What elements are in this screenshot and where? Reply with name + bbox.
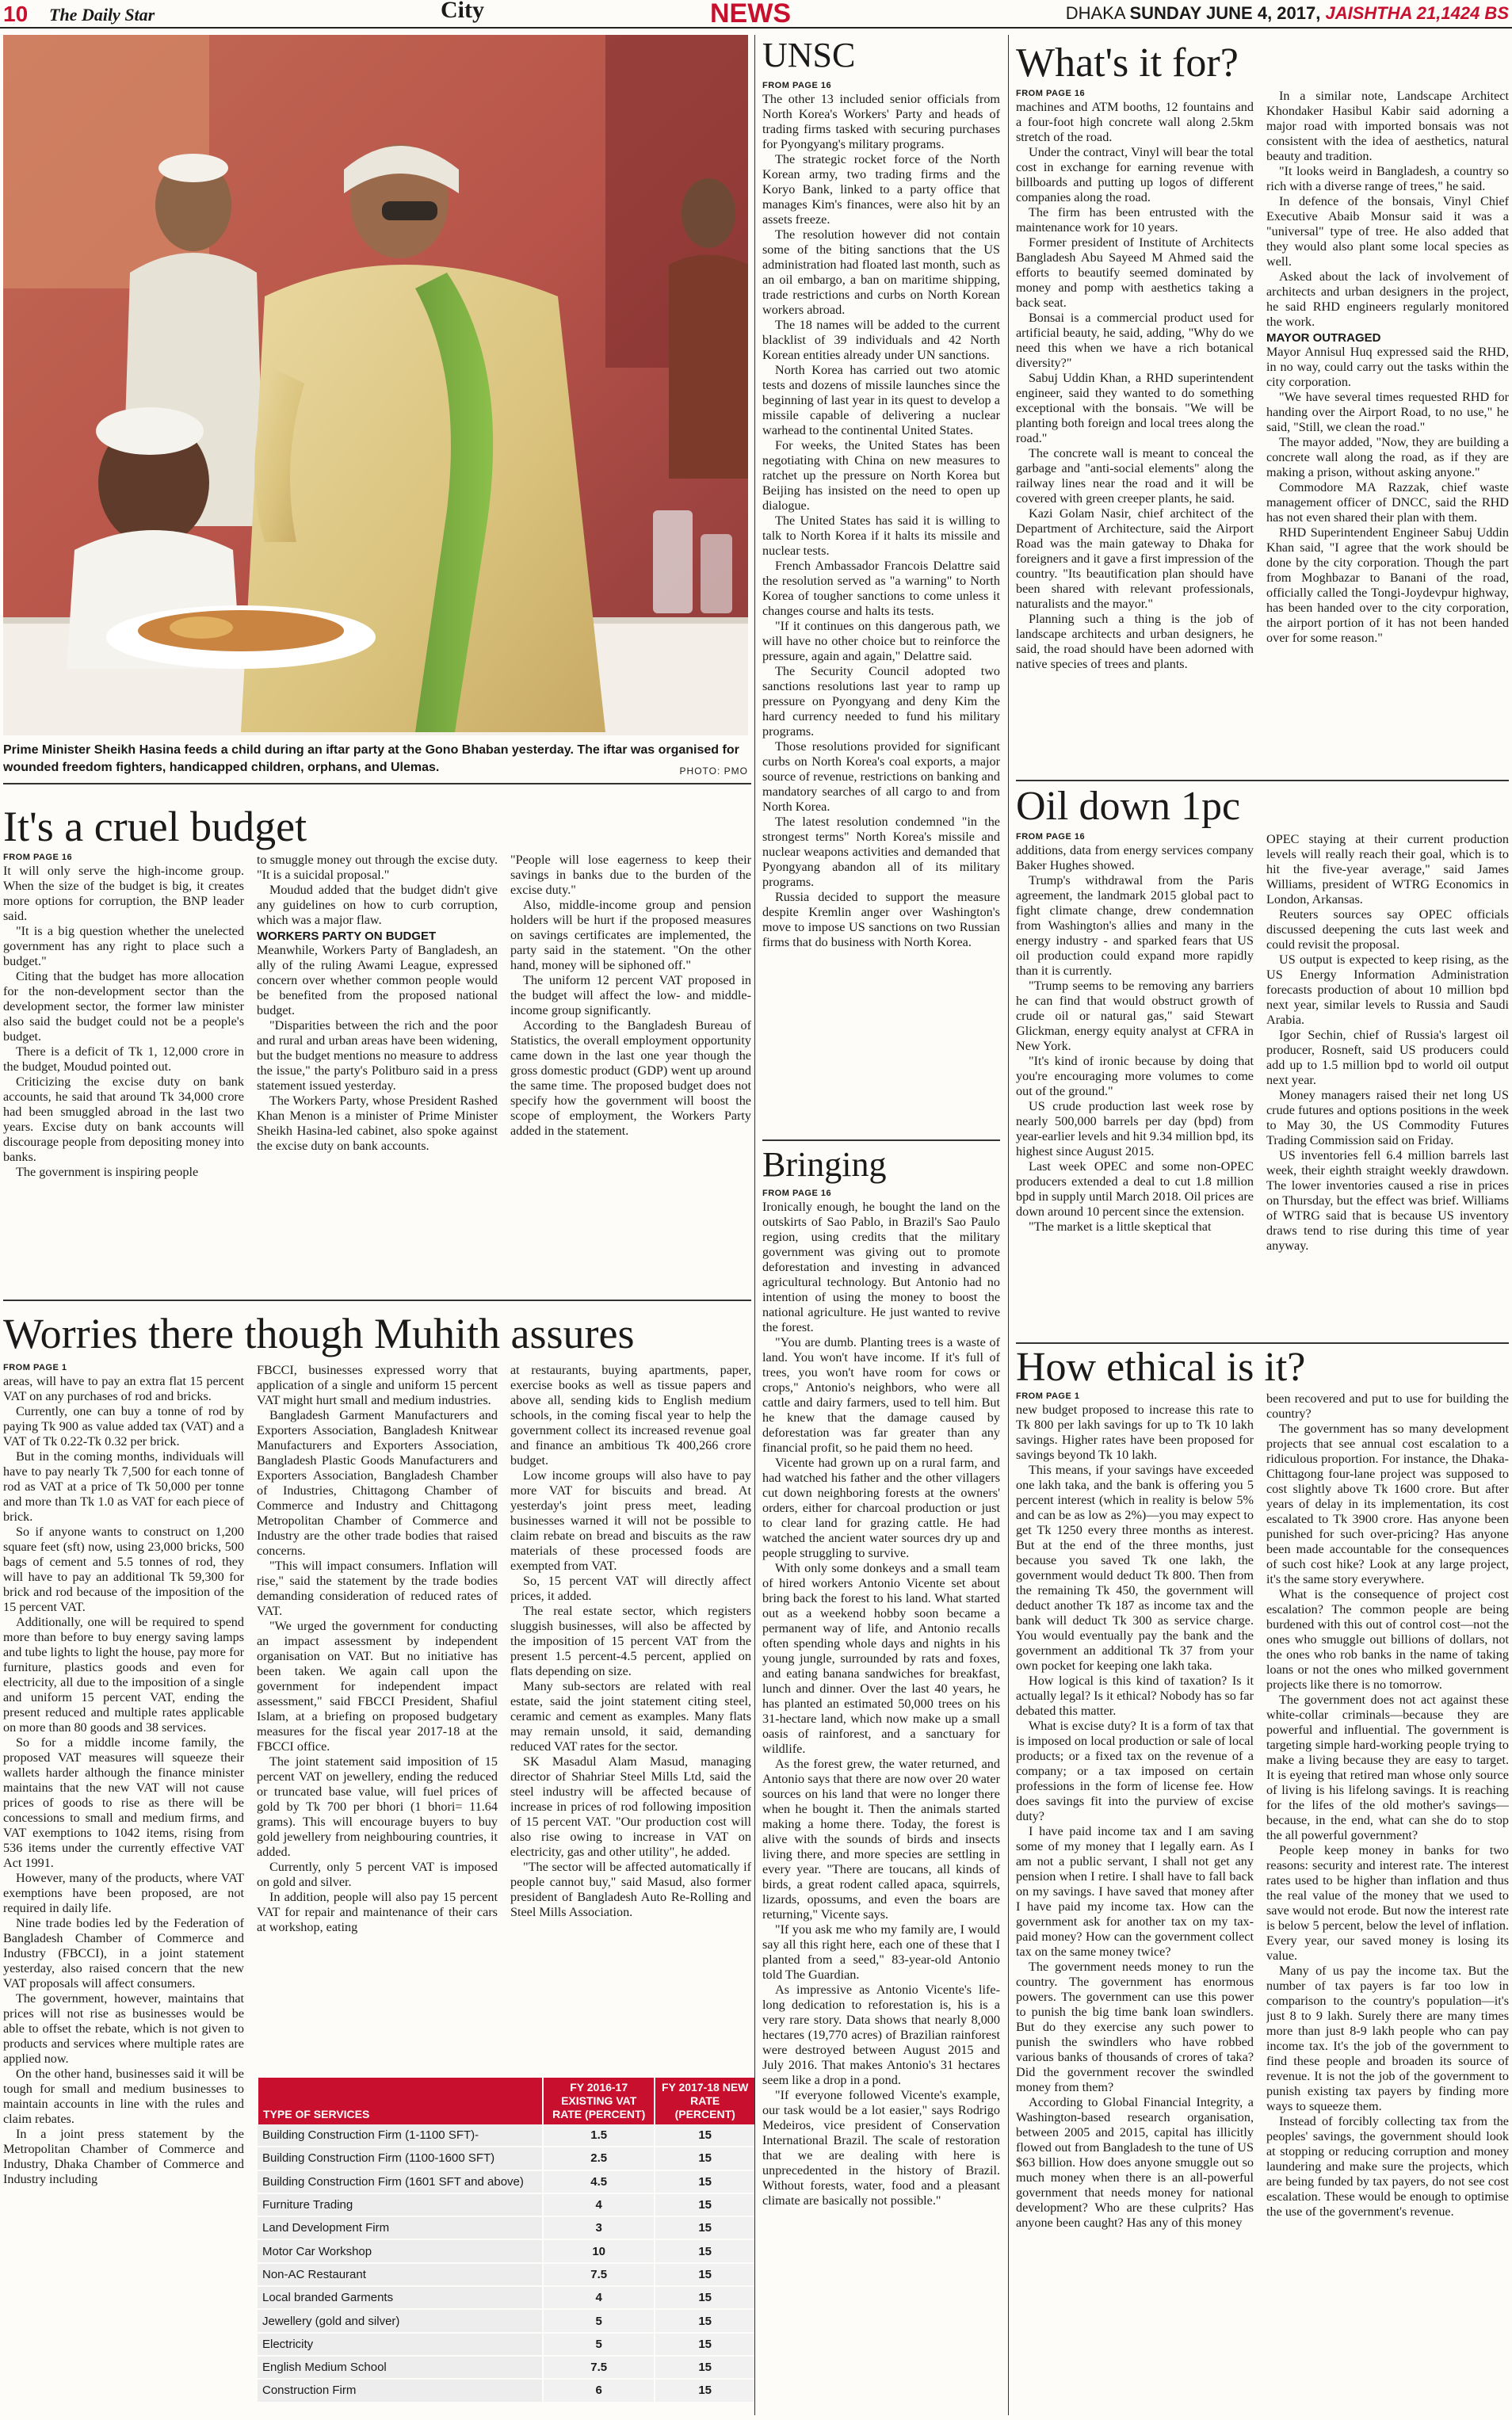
paragraph: The other 13 included senior officials from North Korea's Workers' Party and heads of trading firms tasked with securing purchases for Pyongyang's military programs. — [762, 92, 1000, 151]
article-cruel-budget-col3 — [510, 853, 751, 1296]
article-muhith-col2 — [257, 1363, 498, 2073]
paragraph: North Korea has carried out two atomic tests and dozens of missile launches since the beginning of last year in its quest to develop a missile capable of delivering a nuclear warhead to the continental United States. — [762, 363, 1000, 437]
paragraph: Under the contract, Vinyl will bear the total cost in exchange for earning revenue with billboards and putting up logos of different companies along the road. — [1016, 145, 1254, 204]
paragraph: Many of us pay the income tax. But the number of tax payers is far too low in comparison to the country's population—it's just 8 to 9 lakh. Surely there are many times more than just 8-9 lakh people who can pay income tax. It's the job of the government to find these people and broaden its source of revenue. It is not the job of the government to punish existing tax payers by finding more ways to squeeze them. — [1266, 1964, 1509, 2113]
existing-rate-cell: 5 — [543, 2309, 655, 2332]
header-service: TYPE OF SERVICES — [258, 2078, 543, 2124]
paragraph: It will only serve the high-income group. When the size of the budget is big, it creates more options for corruption, the BNP leader said. — [3, 864, 244, 923]
table-row — [258, 2170, 754, 2193]
paragraph: However, many of the products, where VAT exemptions have been proposed, are not required in daily life. — [3, 1871, 244, 1915]
paragraph: Former president of Institute of Architects Bangladesh Abu Sayeed M Ahmed said the efforts to beautify seemed dominated by money and pomp with aesthetics taking a back seat. — [1016, 235, 1254, 310]
headline-unsc: UNSC — [762, 36, 856, 74]
publication-date: SUNDAY JUNE 4, 2017, — [1129, 3, 1321, 23]
paragraph: The government needs money to run the country. The government has enormous powers. The government can use this power to punish the big time bank loan swindlers. But do they exercise any such power to punish the swindlers who have robbed various banks of thousands of crores of taka? Did the government recover the swindled money from them? — [1016, 1960, 1254, 2094]
headline-ethical: How ethical is it? — [1016, 1345, 1306, 1390]
existing-rate-cell: 3 — [543, 2216, 655, 2239]
paragraph: been recovered and put to use for building the country? — [1266, 1391, 1509, 1421]
category-label: NEWS — [710, 0, 791, 29]
article-unsc — [762, 81, 1000, 1133]
header-existing-rate: FY 2016-17 EXISTING VAT RATE (PERCENT) — [543, 2078, 655, 2124]
article-oil-col1 — [1016, 832, 1254, 1341]
paragraph: Bonsai is a commercial product used for artificial beauty, he said, adding, "Why do we need this when we have a rich botanical diversity?" — [1016, 311, 1254, 370]
paragraph: As the forest grew, the water returned, and Antonio says that there are now over 20 water sources on his land that were no longer there when he bought it. Then the animals started making a home there. Today, the forest is alive with the sounds of birds and insects living there, and more species are settling in every year. "There are toucans, all kinds of birds, a great rodent called apaca, squirrels, lizards, opossums, and even the boars are returning," Vicente says. — [762, 1757, 1000, 1922]
paragraph: "We have several times requested RHD for handing over the Airport Road, to no use," he said, "Still, we clean the road." — [1266, 390, 1509, 434]
article-cruel-budget-col1 — [3, 853, 244, 1296]
paragraph: machines and ATM booths, 12 fountains and a four-foot high concrete wall along 2.5km stretch of the road. — [1016, 100, 1254, 144]
paragraph: But in the coming months, individuals will have to pay nearly Tk 7,500 for each tonne of rod as VAT at a price of Tk 50,000 per tonne and more than Tk 1.0 as VAT for each piece of brick. — [3, 1449, 244, 1524]
table-row — [258, 2147, 754, 2170]
paragraph: The latest resolution condemned "in the strongest terms" North Korea's missile and nuclear weapons activities and demanded that Pyongyang abandon all of its military programs. — [762, 815, 1000, 889]
paragraph: US crude production last week rose by nearly 500,000 barrels per day (bpd) from year-earlier levels and hit 9.34 million bpd, its highest since August 2015. — [1016, 1099, 1254, 1158]
paragraph: "If it continues on this dangerous path, we will have no other choice but to reinforce the pressure, again and again," Delattre said. — [762, 619, 1000, 663]
new-rate-cell: 15 — [655, 2170, 754, 2193]
article-muhith-col1 — [3, 1363, 244, 2417]
paragraph: Bangladesh Garment Manufacturers and Exporters Association, Bangladesh Knitwear Manufacturers and Exporters Association, Bangladesh Plastic Goods Manufacturers and Exporters Association, Bangladesh Chamber of Industries, Chittagong Chamber of Commerce and Industry and Chittagong Metropolitan Chamber of Commerce and Industry are the other trade bodies that raised concerns. — [257, 1408, 498, 1558]
paragraph: Igor Sechin, chief of Russia's largest oil producer, Rosneft, said US producers could add up to 1.5 million bpd to world oil output next year. — [1266, 1028, 1509, 1087]
service-cell: Building Construction Firm (1601 SFT and above) — [258, 2170, 543, 2193]
column-divider — [1008, 35, 1009, 2415]
paragraph: Last week OPEC and some non-OPEC producers extended a deal to cut 1.8 million bpd in supply until March 2018. Oil prices are down around 10 percent since the extension. — [1016, 1159, 1254, 1219]
new-rate-cell: 15 — [655, 2379, 754, 2402]
paragraph: areas, will have to pay an extra flat 15 percent VAT on any purchases of rod and bricks. — [3, 1374, 244, 1403]
table-row — [258, 2193, 754, 2216]
existing-rate-cell: 4.5 — [543, 2170, 655, 2193]
existing-rate-cell: 10 — [543, 2239, 655, 2262]
new-rate-cell: 15 — [655, 2356, 754, 2379]
paragraph: "The sector will be affected automatically if people cannot buy," said Masud, also former president of Bangladesh Auto Re-Rolling and Steel Mills Association. — [510, 1860, 751, 1919]
existing-rate-cell: 7.5 — [543, 2356, 655, 2379]
paragraph: at restaurants, buying apartments, paper, exercise books as well as tissue papers and above all, sending kids to English medium schools, in the coming fiscal year to help the government collect its increased revenue goal and finance an ambitious Tk 400,266 crore budget. — [510, 1363, 751, 1468]
article-whats-it-for-col1 — [1016, 89, 1254, 778]
paragraph: "If you ask me who my family are, I would say all this right here, each one of these that I planted from a seed," 83-year-old Antonio told The Guardian. — [762, 1922, 1000, 1982]
paragraph: According to the Bangladesh Bureau of Statistics, the overall employment opportunity came down in the last one year though the gross domestic product (GDP) went up around the same time. The proposed budget does not specify how the government will boost the scope of employment, the Workers Party added in the statement. — [510, 1018, 751, 1138]
dateline-city: DHAKA — [1065, 3, 1125, 23]
new-rate-cell: 15 — [655, 2239, 754, 2262]
paragraph: The uniform 12 percent VAT proposed in the budget will affect the low- and middle- income group significantly. — [510, 973, 751, 1017]
paragraph: Money managers raised their net long US crude futures and options positions in the week to May 30, the US Commodity Futures Trading Commission said on Friday. — [1266, 1088, 1509, 1147]
service-cell: Motor Car Workshop — [258, 2239, 543, 2262]
headline-muhith: Worries there though Muhith assures — [3, 1310, 635, 1357]
table-row — [258, 2239, 754, 2262]
page-number: 10 — [3, 2, 29, 26]
paragraph: Low income groups will also have to pay more VAT for biscuits and bread. At yesterday's joint press meet, leading businesses warned it will not be possible to claim rebate on bread and biscuits as the raw materials of these processed foods are exempted from VAT. — [510, 1468, 751, 1573]
paragraph: The resolution however did not contain some of the biting sanctions that the US administration had floated last month, such as an oil embargo, a ban on maritime shipping, trade restrictions and curbs on North Korean workers abroad. — [762, 227, 1000, 317]
table-header-row — [258, 2078, 754, 2124]
paragraph: "If everyone followed Vicente's example, our task would be a lot easier," says Rodrigo Medeiros, vice president of Conservation International Brazil. The scale of restoration that we are dealing with here is unprecedented in the history of Brazil. Without forests, water, food and a pleasant climate are basically not possible." — [762, 2088, 1000, 2208]
paragraph: Nine trade bodies led by the Federation of Bangladesh Chamber of Commerce and Industry (FBCCI), in a joint statement yesterday, also raised concern that the new VAT proposals will affect consumers. — [3, 1916, 244, 1991]
new-rate-cell: 15 — [655, 2286, 754, 2309]
service-cell: Furniture Trading — [258, 2193, 543, 2216]
paragraph: Additionally, one will be required to spend more than before to buy energy saving lamps and tube lights to light the house, pay more for furniture, plastics goods and even for electricity, all due to the imposition of a single and uniform 15 percent VAT, ending the present reduced and multiple rates applicable on more than 80 goods and 38 services. — [3, 1615, 244, 1735]
paragraph: People keep money in banks for two reasons: security and interest rate. The interest rates used to be higher than inflation and thus the real value of the money that we used to save would not erode. But now the interest rate is below 5 percent, below the level of inflation. Every year, our saved money is losing its value. — [1266, 1843, 1509, 1963]
paragraph: As impressive as Antonio Vicente's life-long dedication to reforestation is, his is a very rare story. Data shows that nearly 8,000 hectares (19,770 acres) of Brazilian rainforest were destroyed between August 2015 and July 2016. That makes Antonio's 31 hectares seem like a drop in a pond. — [762, 1983, 1000, 2087]
paragraph: The government does not act against these white-collar criminals—because they are powerful and influential. The government is targeting simple hard-working people trying to make a living because they are easy to target. It is eyeing that retired man whose only source of living is his lifelong savings. It is reaching for the lifes of the old mother's savings—because, in the end, what can she do to stop the all powerful government? — [1266, 1693, 1509, 1842]
divider — [1016, 780, 1509, 781]
service-cell: Local branded Garments — [258, 2286, 543, 2309]
divider — [1016, 1342, 1509, 1344]
paragraph: What is the consequence of project cost escalation? The common people are being burdened with this out of control cost—not the ones who smuggle out billions of dollars, not the ones who rob banks in the name of taking loans or not the ones who milked government projects like there is no tomorrow. — [1266, 1587, 1509, 1692]
article-muhith-col3 — [510, 1363, 751, 2073]
photo-credit: PHOTO: PMO — [679, 765, 748, 777]
existing-rate-cell: 7.5 — [543, 2263, 655, 2286]
paragraph: Reuters sources say OPEC officials discussed deepening the cuts last week and could revisit the proposal. — [1266, 907, 1509, 952]
service-cell: Building Construction Firm (1100-1600 SFT) — [258, 2147, 543, 2170]
headline-bringing: Bringing — [762, 1145, 887, 1184]
paragraph: SK Masadul Alam Masud, managing director of Shahriar Steel Mills Ltd, said the steel industry will be affected because of increase in prices of rod following imposition of 15 percent VAT. "Our production cost will also rise owing to increase in VAT on electricity, gas and other utility", he added. — [510, 1754, 751, 1859]
headline-oil: Oil down 1pc — [1016, 784, 1241, 829]
subheading: WORKERS PARTY ON BUDGET — [257, 929, 437, 943]
paragraph: Moudud added that the budget didn't give any guidelines on how to curb corruption, which was a major flaw. — [257, 883, 498, 927]
new-rate-cell: 15 — [655, 2193, 754, 2216]
paragraph: Ironically enough, he bought the land on the outskirts of Sao Pablo, in Brazil's Sao Paulo region, using credits that the military government was giving out to promote deforestation and investing in advanced agricultural technology. But Antonio had no intention of using the money to boost the national agriculture. He just wanted to revive the forest. — [762, 1200, 1000, 1334]
paragraph: Russia decided to support the measure despite Kremlin anger over Washington's move to impose US sanctions on two Russian firms that do business with North Korea. — [762, 890, 1000, 949]
paragraph: Instead of forcibly collecting tax from the peoples' savings, the government should look at stopping or reducing corruption and money laundering and make sure the projects, which are being funded by tax payers, do not see cost escalation. These would be enough to optimise the use of the government's revenue. — [1266, 2114, 1509, 2219]
paragraph: The mayor added, "Now, they are building a concrete wall along the road, as if they are making a prison, without asking anyone." — [1266, 435, 1509, 479]
paragraph: "It looks weird in Bangladesh, a country so rich with a diverse range of trees," he said. — [1266, 164, 1509, 193]
paragraph: "Disparities between the rich and the poor and rural and urban areas have been widening, but the budget mentions no measure to address the issue," the party's Politburo said in a press statement issued yesterday. — [257, 1018, 498, 1093]
paragraph: On the other hand, businesses said it will be tough for small and medium businesses to maintain accounts in line with the rules and claim rebates. — [3, 2067, 244, 2126]
paragraph: Many sub-sectors are related with real estate, said the joint statement citing steel, ceramic and cement as examples. Many flats may remain unsold, it said, demanding reduced VAT rates for the sector. — [510, 1679, 751, 1754]
article-cruel-budget-col2 — [257, 853, 498, 1296]
article-ethical-col2 — [1266, 1391, 1509, 2417]
caption-text: Prime Minister Sheikh Hasina feeds a child during an iftar party at the Gono Bhaban yesterday. The iftar was organised for wounded freedom fighters, handicapped children, orphans, and Ulemas. — [3, 743, 739, 774]
paragraph: Meanwhile, Workers Party of Bangladesh, an ally of the ruling Awami League, expressed concern over whether common people would be benefited from the proposed national budget. — [257, 943, 498, 1017]
photo-caption — [3, 742, 748, 780]
paragraph: new budget proposed to increase this rate to Tk 800 per lakh savings for up to Tk 10 lakh savings. Higher rates have been proposed for savings beyond Tk 10 lakh. — [1016, 1403, 1254, 1462]
continued-from: FROM PAGE 1 — [3, 1363, 67, 1372]
paragraph: According to Global Financial Integrity, a Washington-based research organisation, between 2005 and 2015, capital has illicitly flowed out from Bangladesh to the tune of US $63 billion. How does anyone smuggle out so much money when there is an all-powerful government that needs money for national development? Who are these culprits? Has anyone been caught? Has any of this money — [1016, 2095, 1254, 2230]
table-row — [258, 2216, 754, 2239]
paragraph: "The market is a little skeptical that — [1029, 1220, 1212, 1234]
new-rate-cell: 15 — [655, 2309, 754, 2332]
paragraph: Currently, one can buy a tonne of rod by paying Tk 900 as value added tax (VAT) and a VAT of Tk 0.22-Tk 0.32 per brick. — [3, 1404, 244, 1449]
paragraph: Kazi Golam Nasir, chief architect of the Department of Architecture, said the Airport Road was the main gateway to Dhaka for foreigners and it gave a first impression of the country. "Its beautification plan should have been shared with relevant professionals, naturalists and the mayor." — [1016, 506, 1254, 611]
paragraph: Vicente had grown up on a rural farm, and had watched his father and the other villagers cut down neighboring forests at the owners' orders, either for charcoal production or just to clear land for grazing cattle. He had watched the ancient water sources dry up and people struggling to survive. — [762, 1456, 1000, 1560]
paragraph: to smuggle money out through the excise duty. "It is a suicidal proposal." — [257, 853, 498, 882]
table-row — [258, 2263, 754, 2286]
paragraph: The joint statement said imposition of 15 percent VAT on jewellery, ending the reduced or truncated base value, will fuel prices of gold by Tk 700 per bhori (1 bhori= 11.64 grams). This will encourage buyers to buy gold jewellery from neighbouring countries, it added. — [257, 1754, 498, 1859]
paragraph: The government has so many development projects that see annual cost escalation to a ridiculous proportion. For instance, the Dhaka-Chittagong four-lane project was supposed to cost slightly above Tk 1600 crore. But after years of delay in its implementation, its cost escalated to Tk 3900 crore. Has anyone been punished for such over-pricing? Has anyone been made accountable for the consequences of such cost hike? Look at any large project, it's the same story everywhere. — [1266, 1422, 1509, 1586]
paragraph: The government is inspiring people — [16, 1165, 199, 1179]
article-bringing — [762, 1189, 1000, 2417]
continued-from: FROM PAGE 16 — [762, 1189, 832, 1198]
new-rate-cell: 15 — [655, 2124, 754, 2147]
table-row — [258, 2333, 754, 2356]
paragraph: "You are dumb. Planting trees is a waste of land. You won't have income. If it's full of trees, you won't have room for cows or crops," Antonio's neighbors, who were all cattle and dairy farmers, used to tell him. But he knew that the damage caused by deforestation was far greater than any financial profit, so he paid them no heed. — [762, 1335, 1000, 1455]
paragraph: The strategic rocket force of the North Korean army, two trading firms and the Koryo Bank, linked to a party office that manages Kim's finances, were also hit by an assets freeze. — [762, 152, 1000, 227]
paragraph: FBCCI, businesses expressed worry that application of a single and uniform 15 percent VAT might hurt small and medium industries. — [257, 1363, 498, 1407]
paragraph: The concrete wall is meant to conceal the garbage and "anti-social elements" along the railway lines near the road and it will be covered with green creeper plants, he said. — [1016, 446, 1254, 506]
paragraph: US inventories fell 6.4 million barrels last week, their eighth straight weekly drawdown. The lower inventories caused a rise in prices on Thursday, but the effect was brief. Williams of WTRG said that is because US inventory draws tend to rise during this time of year anyway. — [1266, 1148, 1509, 1253]
paragraph: The United States has said it is willing to talk to North Korea if it halts its missile and nuclear tests. — [762, 513, 1000, 558]
existing-rate-cell: 1.5 — [543, 2124, 655, 2147]
existing-rate-cell: 4 — [543, 2286, 655, 2309]
new-rate-cell: 15 — [655, 2263, 754, 2286]
paragraph: US output is expected to keep rising, as the US Energy Information Administration forecasts production of about 10 million bpd next year, similar levels to Russia and Saudi Arabia. — [1266, 952, 1509, 1027]
header-new-rate: FY 2017-18 NEW RATE (PERCENT) — [655, 2078, 754, 2124]
paragraph: "This will impact consumers. Inflation will rise," said the statement by the trade bodies demanding consideration of reduced rates of VAT. — [257, 1559, 498, 1618]
vat-rate-table — [257, 2078, 754, 2403]
subheading: MAYOR OUTRAGED — [1266, 331, 1381, 345]
table-row — [258, 2124, 754, 2147]
paragraph: The real estate sector, which registers sluggish businesses, will also be affected by the imposition of 15 percent VAT from the present 1.5 percent-4.5 percent, applied on flats depending on size. — [510, 1604, 751, 1678]
paragraph: Trump's withdrawal from the Paris agreement, the landmark 2015 global pact to fight climate change, drew condemnation from Washington's allies and many in the energy industry - and sparked fears that US oil production could expand more rapidly than it is currently. — [1016, 873, 1254, 978]
paragraph: The Workers Party, whose President Rashed Khan Menon is a minister of Prime Minister Sheikh Hasina-led cabinet, also spoke against the excise duty on bank accounts. — [257, 1094, 498, 1153]
paragraph: In a joint press statement by the Metropolitan Chamber of Commerce and Industry, Dhaka Chamber of Commerce and Industry including — [3, 2127, 244, 2186]
paragraph: So for a middle income family, the proposed VAT measures will squeeze their wallets harder although the finance minister maintains that the new VAT will not cause prices of goods to rise as there will be concessions to small and medium firms, and VAT exemptions to 1042 items, rising from 536 items under the currently effective VAT Act 1991. — [3, 1735, 244, 1870]
paragraph: Criticizing the excise duty on bank accounts, he said that around Tk 34,000 crore had been smuggled abroad in the last two years. Excise duty on bank accounts will discourage people from depositing money into banks. — [3, 1074, 244, 1164]
newspaper-name: The Daily Star — [49, 5, 155, 25]
paragraph: In defence of the bonsais, Vinyl Chief Executive Abaib Monsur said it was a "universal" type of tree. He also added that they would also plant some local species as well. — [1266, 194, 1509, 269]
news-photo — [3, 35, 748, 735]
paragraph: Mayor Annisul Huq expressed said the RHD, in no way, could carry out the tasks within the city corporation. — [1266, 345, 1509, 389]
service-cell: Non-AC Restaurant — [258, 2263, 543, 2286]
article-oil-col2 — [1266, 832, 1509, 1341]
service-cell: English Medium School — [258, 2356, 543, 2379]
continued-from: FROM PAGE 16 — [1016, 89, 1086, 98]
divider — [3, 783, 751, 784]
paragraph: "Trump seems to be removing any barriers he can find that would obstruct growth of crude oil or natural gas," said Stewart Glickman, energy equity analyst at CFRA in New York. — [1016, 979, 1254, 1053]
table-row — [258, 2309, 754, 2332]
existing-rate-cell: 6 — [543, 2379, 655, 2402]
paragraph: This means, if your savings have exceeded one lakh taka, and the bank is offering you 5 percent interest (which in reality is below 5% and can be as low as 2%)—you may expect to get Tk 1250 every three months as interest. But at the end of the three months, just because you saved Tk one lakh, the government would deduct Tk 800. Then from the remaining Tk 450, the government will deduct another Tk 187 as income tax and the bank will deduct Tk 300 as service charge. You would eventually pay the bank and the government an additional Tk 37 from your own pocket for keeping one lakh taka. — [1016, 1463, 1254, 1673]
section-name: City — [441, 0, 484, 23]
paragraph: "People will lose eagerness to keep their savings in banks due to the burden of the excise duty." — [510, 853, 751, 897]
paragraph: In a similar note, Landscape Architect Khondaker Hasibul Kabir said adorning a major road with imported bonsais was not consistent with the idea of aesthetics, natural beauty and tradition. — [1266, 89, 1509, 163]
paragraph: Currently, only 5 percent VAT is imposed on gold and silver. — [257, 1860, 498, 1889]
paragraph: Planning such a thing is the job of landscape architects and urban designers, he said, the road should have been adorned with native species of trees and plants. — [1016, 612, 1254, 671]
paragraph: The 18 names will be added to the current blacklist of 39 individuals and 42 North Korean entities already under UN sanctions. — [762, 318, 1000, 362]
masthead — [0, 0, 1512, 29]
paragraph: Also, middle-income group and pension holders will be hurt if the proposed measures on savings certificates are implemented, the party said in the statement. "On the other hand, money will be siphoned off." — [510, 898, 751, 972]
paragraph: The Security Council adopted two sanctions resolutions last year to ramp up pressure on Pyongyang and deny Kim the hard currency needed to fund his military programs. — [762, 664, 1000, 739]
paragraph: I have paid income tax and I am saving some of my money that I legally earn. As I am not a public servant, I shall not get any pension when I retire. I shall have to fall back on my savings. I have saved that money after I have paid my income tax. How can the government ask for another tax on my tax-paid money? How can the government collect tax on the same money twice? — [1016, 1824, 1254, 1959]
paragraph: additions, data from energy services company Baker Hughes showed. — [1016, 843, 1254, 872]
continued-from: FROM PAGE 1 — [1016, 1391, 1080, 1401]
service-cell: Land Development Firm — [258, 2216, 543, 2239]
headline-cruel-budget: It's a cruel budget — [3, 803, 307, 850]
existing-rate-cell: 4 — [543, 2193, 655, 2216]
new-rate-cell: 15 — [655, 2147, 754, 2170]
bangla-date: JAISHTHA 21,1424 BS — [1325, 3, 1509, 23]
paragraph: Asked about the lack of involvement of architects and urban designers in the project, he said RHD engineers regularly monitored the work. — [1266, 269, 1509, 329]
service-cell: Jewellery (gold and silver) — [258, 2309, 543, 2332]
paragraph: "It is a big question whether the unelected government has any right to place such a budget." — [3, 924, 244, 968]
paragraph: "We urged the government for conducting an impact assessment by independent organisation on VAT. But no initiative has been taken. We again call upon the government for independent impact assessment," said FBCCI President, Shafiul Islam, at a briefing on proposed budgetary measures for the fiscal year 2017-18 at the FBCCI office. — [257, 1619, 498, 1754]
existing-rate-cell: 5 — [543, 2333, 655, 2356]
paragraph: Those resolutions provided for significant curbs on North Korea's coal exports, a major source of revenue, restrictions on banking and mandatory searches of all cargo to and from North Korea. — [762, 739, 1000, 814]
paragraph: So if anyone wants to construct on 1,200 square feet (sft) now, using 23,000 bricks, 500 bags of cement and 5.5 tonnes of rod, they will have to pay an additional Tk 59,300 for brick and rod because of the imposition of the 15 percent VAT. — [3, 1525, 244, 1614]
paragraph: "It's kind of ironic because by doing that you're encouraging more volumes to come out of the ground." — [1016, 1054, 1254, 1098]
divider — [762, 1139, 1000, 1141]
service-cell: Construction Firm — [258, 2379, 543, 2402]
article-whats-it-for-col2 — [1266, 89, 1509, 778]
paragraph: What is excise duty? It is a form of tax that is imposed on local production or sale of local products; or a fixed tax on the revenue of a company; or a tax imposed on certain professions in the form of license fee. How does savings fit into the purview of excise duty? — [1016, 1719, 1254, 1823]
column-divider — [754, 35, 755, 2415]
paragraph: How logical is this kind of taxation? Is it actually legal? Is it ethical? Nobody has so far debated this matter. — [1016, 1674, 1254, 1718]
paragraph: French Ambassador Francois Delattre said the resolution served as "a warning" to North Korea of tougher sanctions to come unless it changes course and halts its tests. — [762, 559, 1000, 618]
divider — [3, 1300, 751, 1301]
paragraph: The firm has been entrusted with the maintenance work for 10 years. — [1016, 205, 1254, 235]
paragraph: With only some donkeys and a small team of hired workers Antonio Vicente set about bring back the forest to his land. What started out as a weekend hobby soon became a permanent way of life, and Antonio recalls often spending whole days and nights in his young jungle, surrounded by rats and foxes, and eating banana sandwiches for breakfast, lunch and dinner. Over the last 40 years, he has planted an estimated 50,000 trees on his 31-hectare land, which now make up a small oasis of rainforest, and a sanctuary for wildlife. — [762, 1561, 1000, 1756]
table-row — [258, 2286, 754, 2309]
continued-from: FROM PAGE 16 — [3, 853, 73, 862]
paragraph: Citing that the budget has more allocation for the non-development sector than the development sector, the former law minister also said the budget could not be a people's budget. — [3, 969, 244, 1044]
paragraph: There is a deficit of Tk 1, 12,000 crore in the budget, Moudud pointed out. — [3, 1044, 244, 1074]
table-row — [258, 2356, 754, 2379]
paragraph: The government, however, maintains that prices will not rise as businesses would be able to offset the rebate, which is not given to products and services where multiple rates are applied now. — [3, 1991, 244, 2066]
paragraph: RHD Superintendent Engineer Sabuj Uddin Khan said, "I agree that the work should be done by the city corporation. Though the part from Moghbazar to Banani of the road, officially called the Tongi-Joydevpur highway, has been handed over to the city corporation, the airport portion of it has not been handed over for some reason." — [1266, 525, 1509, 645]
dateline — [1066, 3, 1509, 24]
paragraph: Sabuj Uddin Khan, a RHD superintendent engineer, said they wanted to do something exceptional with the bonsais. "We will be planting both foreign and local trees along the road." — [1016, 371, 1254, 445]
continued-from: FROM PAGE 16 — [762, 81, 832, 90]
paragraph: Commodore MA Razzak, chief waste management officer of DNCC, said the RHD has not even shared their plan with them. — [1266, 480, 1509, 525]
paragraph: For weeks, the United States has been negotiating with China on new measures to ratchet up the pressure on North Korea but Beijing has insisted on the need to open up dialogue. — [762, 438, 1000, 513]
table-row — [258, 2379, 754, 2402]
continued-from: FROM PAGE 16 — [1016, 832, 1086, 842]
new-rate-cell: 15 — [655, 2333, 754, 2356]
article-ethical-col1 — [1016, 1391, 1254, 2417]
headline-whats-it-for: What's it for? — [1016, 40, 1239, 86]
paragraph: OPEC staying at their current production levels will really reach their goal, which is to hit the five-year average," said James Williams, president of WTRG Economics in London, Arkansas. — [1266, 832, 1509, 907]
new-rate-cell: 15 — [655, 2216, 754, 2239]
paragraph: So, 15 percent VAT will directly affect prices, it added. — [510, 1574, 751, 1603]
service-cell: Building Construction Firm (1-1100 SFT)- — [258, 2124, 543, 2147]
existing-rate-cell: 2.5 — [543, 2147, 655, 2170]
paragraph: In addition, people will also pay 15 percent VAT for repair and maintenance of their cars at workshop, eating — [257, 1890, 498, 1934]
service-cell: Electricity — [258, 2333, 543, 2356]
